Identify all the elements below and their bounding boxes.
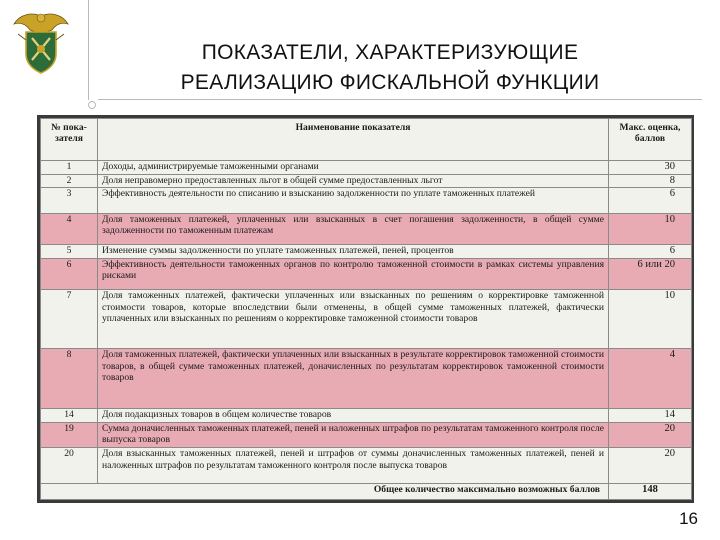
row-number: 5 xyxy=(41,245,98,259)
row-number: 3 xyxy=(41,188,98,213)
row-max-score: 6 xyxy=(609,188,692,213)
row-max-score: 4 xyxy=(609,349,692,409)
table-row xyxy=(41,161,692,175)
row-max-score: 14 xyxy=(609,409,692,423)
indicators-table-frame xyxy=(37,115,694,503)
row-number: 6 xyxy=(41,258,98,290)
page-number: 16 xyxy=(679,509,698,528)
row-number: 2 xyxy=(41,174,98,188)
table-row xyxy=(41,213,692,245)
row-max-score: 6 или 20 xyxy=(609,258,692,290)
row-indicator-name: Сумма доначисленных таможенных платежей, пеней и наложенных штрафов по результатам таможенного контроля после выпуска товаров xyxy=(98,423,609,448)
row-number: 4 xyxy=(41,213,98,245)
table-row xyxy=(41,290,692,349)
row-number: 1 xyxy=(41,161,98,175)
table-row xyxy=(41,423,692,448)
row-number: 8 xyxy=(41,349,98,409)
table-row xyxy=(41,245,692,259)
row-max-score: 6 xyxy=(609,245,692,259)
row-indicator-name: Доля неправомерно предоставленных льгот в общей сумме предоставленных льгот xyxy=(98,174,609,188)
title-line-1: ПОКАЗАТЕЛИ, ХАРАКТЕРИЗУЮЩИЕ xyxy=(201,41,579,64)
decorative-horizontal-line xyxy=(98,99,702,100)
row-indicator-name: Доля взысканных таможенных платежей, пеней и штрафов от суммы доначисленных таможенных платежей, пеней и наложенных штрафов по результатам таможенного контроля после выпуска товаров xyxy=(98,448,609,484)
table-total-row xyxy=(41,484,692,500)
row-indicator-name: Доля подакцизных товаров в общем количестве товаров xyxy=(98,409,609,423)
table-row xyxy=(41,409,692,423)
decorative-dot xyxy=(88,101,96,109)
row-max-score: 10 xyxy=(609,213,692,245)
row-indicator-name: Доля таможенных платежей, фактически уплаченных или взысканных в результате корректировок таможенной стоимости товаров, в общей сумме таможенных платежей, доначисленных по результатам корректировок таможенной стоимости товаров xyxy=(98,349,609,409)
decorative-vertical-line xyxy=(88,0,89,100)
row-number: 19 xyxy=(41,423,98,448)
row-indicator-name: Эффективность деятельности таможенных органов по контролю таможенной стоимости в рамках системы управления рисками xyxy=(98,258,609,290)
indicators-table xyxy=(40,118,692,500)
table-row xyxy=(41,174,692,188)
row-number: 14 xyxy=(41,409,98,423)
row-max-score: 8 xyxy=(609,174,692,188)
title-line-2: РЕАЛИЗАЦИЮ ФИСКАЛЬНОЙ ФУНКЦИИ xyxy=(180,71,600,94)
total-value: 148 xyxy=(609,484,692,500)
page-title xyxy=(120,38,660,98)
row-number: 20 xyxy=(41,448,98,484)
table-row xyxy=(41,188,692,213)
header-number: № пока-зателя xyxy=(41,119,98,161)
table-row xyxy=(41,258,692,290)
table-header-row xyxy=(41,119,692,161)
row-indicator-name: Эффективность деятельности по списанию и взысканию задолженности по уплате таможенных платежей xyxy=(98,188,609,213)
table-row xyxy=(41,349,692,409)
table-row xyxy=(41,448,692,484)
row-indicator-name: Доля таможенных платежей, фактически уплаченных или взысканных по решениям о корректировке таможенной стоимости товаров, которые впоследствии были отменены, в общей сумме таможенных платежей, фактически уплаченных или взысканных по решениям о корректировке таможенной стоимости товаров xyxy=(98,290,609,349)
header-name: Наименование показателя xyxy=(98,119,609,161)
header-score: Макс. оценка, баллов xyxy=(609,119,692,161)
row-max-score: 30 xyxy=(609,161,692,175)
total-label: Общее количество максимально возможных баллов xyxy=(41,484,609,500)
row-max-score: 20 xyxy=(609,423,692,448)
row-indicator-name: Изменение суммы задолженности по уплате таможенных платежей, пеней, процентов xyxy=(98,245,609,259)
row-max-score: 10 xyxy=(609,290,692,349)
row-number: 7 xyxy=(41,290,98,349)
row-max-score: 20 xyxy=(609,448,692,484)
customs-emblem-logo xyxy=(12,10,70,76)
row-indicator-name: Доходы, администрируемые таможенными органами xyxy=(98,161,609,175)
row-indicator-name: Доля таможенных платежей, уплаченных или взысканных в счет погашения задолженности, в общей сумме задолженности по таможенным платежам xyxy=(98,213,609,245)
